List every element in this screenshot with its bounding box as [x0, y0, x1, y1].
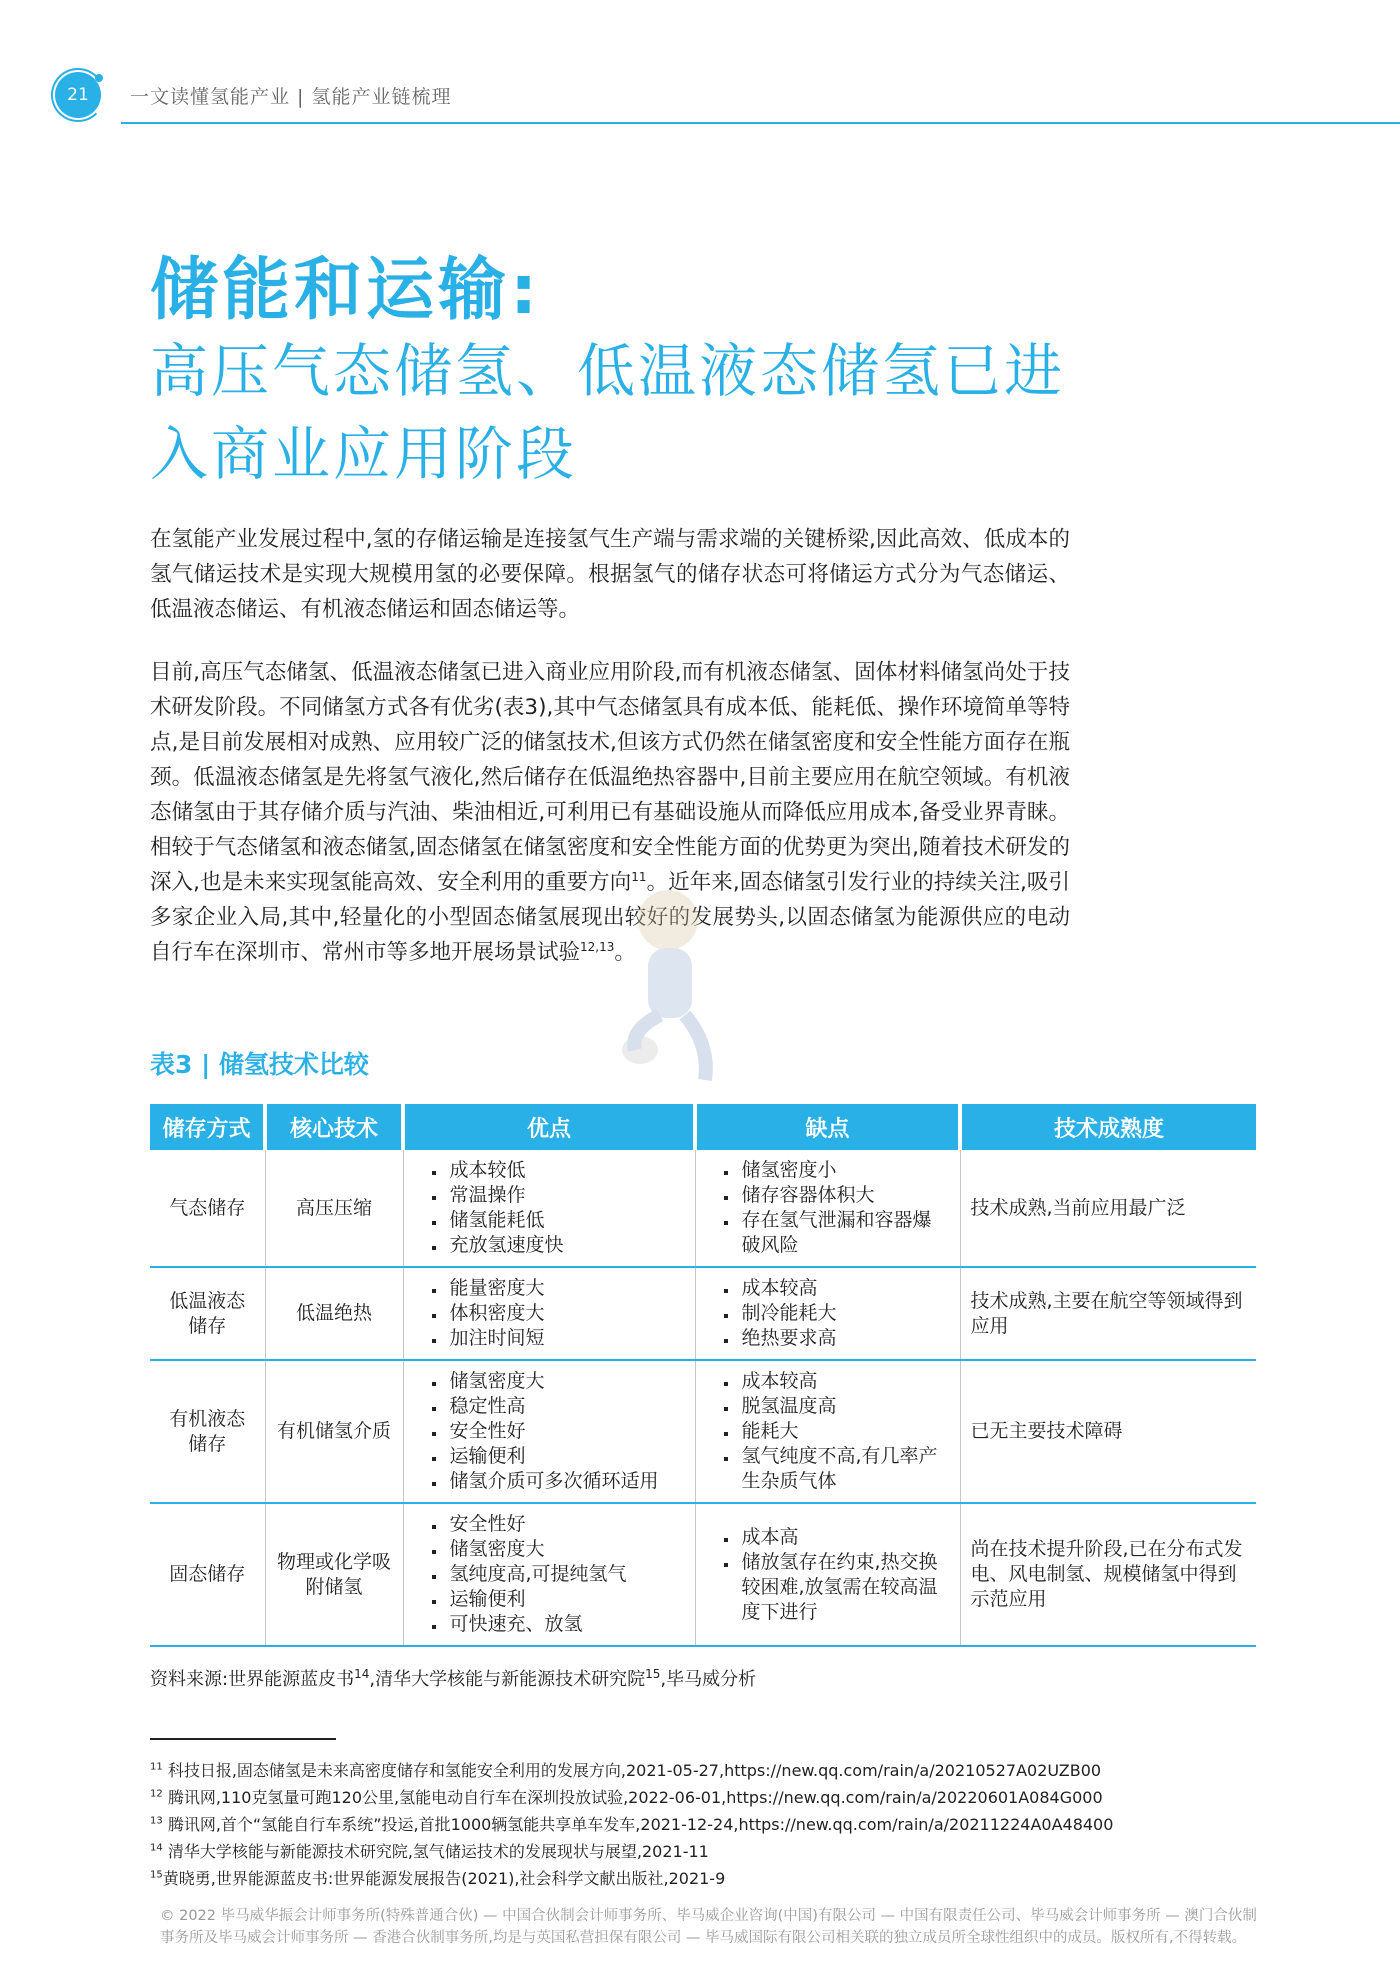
pro-item: ▪ 安全性好: [446, 1419, 685, 1444]
table-source: [150, 1665, 756, 1691]
pro-item: ▪ 体积密度大: [446, 1301, 685, 1326]
footnote-item: [150, 1865, 1250, 1892]
con-item: ▪ 存在氢气泄漏和容器爆破风险: [738, 1208, 950, 1258]
footnote-number: 11: [150, 1761, 163, 1773]
con-item: ▪ 成本较高: [738, 1276, 950, 1301]
footnotes: [150, 1757, 1250, 1892]
row-cons: [695, 1150, 960, 1267]
pro-item: ▪ 储氢能耗低: [446, 1208, 685, 1233]
row-cons: [695, 1267, 960, 1360]
row-storage-type: 低温液态储存: [150, 1267, 265, 1360]
footnote-text: 腾讯网,首个“氢能自行车系统”投运,首批1000辆氢能共享单车发车,2021-12-24,https://new.qq.com/rain/a/20211224A0A48400: [167, 1815, 1114, 1834]
header-core-tech: 核心技术: [265, 1104, 403, 1150]
pro-item: ▪ 充放氢速度快: [446, 1233, 685, 1258]
con-item: ▪ 绝热要求高: [738, 1326, 950, 1351]
row-maturity: 已无主要技术障碍: [960, 1360, 1256, 1503]
row-maturity: 技术成熟,当前应用最广泛: [960, 1150, 1256, 1267]
row-pros: [403, 1267, 695, 1360]
source-text-a: 资料来源:世界能源蓝皮书: [150, 1669, 355, 1690]
pro-item: ▪ 储氢密度大: [446, 1537, 685, 1562]
pro-item: ▪ 稳定性高: [446, 1394, 685, 1419]
footnote-number: 14: [150, 1842, 163, 1854]
pro-item: ▪ 运输便利: [446, 1444, 685, 1469]
footnote-number: 15: [150, 1869, 163, 1881]
row-core-tech: 物理或化学吸附储氢: [265, 1503, 403, 1646]
footnote-divider: [150, 1738, 336, 1740]
breadcrumb: 一文读懂氢能产业 | 氢能产业链梳理: [130, 86, 452, 108]
footnote-item: [150, 1838, 1250, 1865]
header-maturity: 技术成熟度: [960, 1104, 1256, 1150]
row-maturity: 尚在技术提升阶段,已在分布式发电、风电制氢、规模储氢中得到示范应用: [960, 1503, 1256, 1646]
con-item: ▪ 制冷能耗大: [738, 1301, 950, 1326]
row-pros: [403, 1503, 695, 1646]
table-row: [150, 1360, 1256, 1503]
con-item: ▪ 成本高: [738, 1525, 950, 1550]
row-maturity: 技术成熟,主要在航空等领域得到应用: [960, 1267, 1256, 1360]
pro-item: ▪ 能量密度大: [446, 1276, 685, 1301]
con-item: ▪ 储存容器体积大: [738, 1183, 950, 1208]
page-header: [55, 72, 1400, 124]
footnote-text: 黄晓勇,世界能源蓝皮书:世界能源发展报告(2021),社会科学文献出版社,2021-9: [162, 1869, 726, 1888]
footnote-text: 腾讯网,110克氢量可跑120公里,氢能电动自行车在深圳投放试验,2022-06-01,https://new.qq.com/rain/a/20220601A084G000: [167, 1788, 1103, 1807]
pro-item: ▪ 储氢介质可多次循环适用: [446, 1469, 685, 1494]
con-item: ▪ 脱氢温度高: [738, 1394, 950, 1419]
paragraph-status-text-b: 。近年来,固态储氢引发行业的持续关注,吸引多家企业入局,其中,轻量化的小型固态储氢展现出较好的发展势头,以固态储氢为能源供应的电动自行车在深圳市、常州市等多地开展场景试验: [150, 870, 1070, 965]
header-cons: 缺点: [695, 1104, 960, 1150]
row-pros: [403, 1360, 695, 1503]
con-item: ▪ 储氢密度小: [738, 1158, 950, 1183]
footnote-text: 清华大学核能与新能源技术研究院,氢气储运技术的发展现状与展望,2021-11: [167, 1842, 709, 1861]
pro-item: ▪ 氢纯度高,可提纯氢气: [446, 1562, 685, 1587]
footnote-item: [150, 1757, 1250, 1784]
table-row: [150, 1267, 1256, 1360]
footnote-ref-15: 15: [645, 1667, 661, 1681]
row-storage-type: 固态储存: [150, 1503, 265, 1646]
row-cons: [695, 1503, 960, 1646]
page-subtitle: 高压气态储氢、低温液态储氢已进入商业应用阶段: [150, 337, 1066, 488]
header-pros: 优点: [403, 1104, 695, 1150]
con-item: ▪ 氢气纯度不高,有几率产生杂质气体: [738, 1444, 950, 1494]
row-cons: [695, 1360, 960, 1503]
pro-item: ▪ 储氢密度大: [446, 1369, 685, 1394]
row-storage-type: 有机液态储存: [150, 1360, 265, 1503]
table-row: [150, 1150, 1256, 1267]
pro-item: ▪ 加注时间短: [446, 1326, 685, 1351]
header-storage-type: 储存方式: [150, 1104, 265, 1150]
pro-item: ▪ 成本较低: [446, 1158, 685, 1183]
source-text-c: ,毕马威分析: [660, 1669, 757, 1690]
footnote-ref-11: 11: [631, 869, 647, 884]
storage-comparison-table: [150, 1104, 1256, 1647]
table-header-row: [150, 1104, 1256, 1150]
row-storage-type: 气态储存: [150, 1150, 265, 1267]
footnote-item: [150, 1811, 1250, 1838]
footnote-ref-12-13: 12,13: [580, 939, 615, 954]
page-number: 21: [55, 72, 101, 118]
paragraph-intro: 在氢能产业发展过程中,氢的存储运输是连接氢气生产端与需求端的关键桥梁,因此高效、低成本的氢气储运技术是实现大规模用氢的必要保障。根据氢气的储存状态可将储运方式分为气态储运、低温液态储运、有机液态储运和固态储运等。: [150, 527, 1070, 622]
table-title: 表3 | 储氢技术比较: [150, 1050, 369, 1079]
paragraph-status-text-c: 。: [614, 940, 636, 965]
header-divider: [121, 122, 1400, 124]
con-item: ▪ 能耗大: [738, 1419, 950, 1444]
footnote-ref-14: 14: [354, 1667, 370, 1681]
footnote-item: [150, 1784, 1250, 1811]
pro-item: ▪ 安全性好: [446, 1512, 685, 1537]
footnote-text: 科技日报,固态储氢是未来高密度储存和氢能安全利用的发展方向,2021-05-27,https://new.qq.com/rain/a/20210527A02UZB00: [167, 1761, 1102, 1780]
row-core-tech: 低温绝热: [265, 1267, 403, 1360]
pro-item: ▪ 可快速充、放氢: [446, 1612, 685, 1637]
pro-item: ▪ 常温操作: [446, 1183, 685, 1208]
footnote-number: 13: [150, 1815, 163, 1827]
row-core-tech: 高压压缩: [265, 1150, 403, 1267]
footnote-number: 12: [150, 1788, 163, 1800]
source-text-b: ,清华大学核能与新能源技术研究院: [369, 1669, 646, 1690]
row-core-tech: 有机储氢介质: [265, 1360, 403, 1503]
table-row: [150, 1503, 1256, 1646]
con-item: ▪ 储放氢存在约束,热交换较困难,放氢需在较高温度下进行: [738, 1550, 950, 1625]
pro-item: ▪ 运输便利: [446, 1587, 685, 1612]
row-pros: [403, 1150, 695, 1267]
paragraph-status-text-a: 目前,高压气态储氢、低温液态储氢已进入商业应用阶段,而有机液态储氢、固体材料储氢尚处于技术研发阶段。不同储氢方式各有优劣(表3),其中气态储氢具有成本低、能耗低、操作环境简单等特点,是目前发展相对成熟、应用较广泛的储氢技术,但该方式仍然在储氢密度和安全性能方面存在瓶颈。低温液态储氢是先将氢气液化,然后储存在低温绝热容器中,目前主要应用在航空领域。有机液态储氢由于其存储介质与汽油、柴油相近,可利用已有基础设施从而降低应用成本,备受业界青睐。相较于气态储氢和液态储氢,固态储氢在储氢密度和安全性能方面的优势更为突出,随着技术研发的深入,也是未来实现氢能高效、安全利用的重要方向: [150, 660, 1070, 895]
con-item: ▪ 成本较高: [738, 1369, 950, 1394]
copyright-notice: © 2022 毕马威华振会计师事务所(特殊普通合伙) — 中国合伙制会计师事务所、毕马威企业咨询(中国)有限公司 — 中国有限责任公司、毕马威会计师事务所 — 澳门合伙制事务所及毕马威会计师事务所 — 香港合伙制事务所,均是与英国私营担保有限公司 — 毕马威国际有限公司相关联的独立成员所全球性组织中的成员。版权所有,不得转载。: [160, 1908, 1257, 1946]
page-title: 储能和运输:: [150, 251, 542, 330]
mascot-watermark: [590, 880, 740, 1100]
